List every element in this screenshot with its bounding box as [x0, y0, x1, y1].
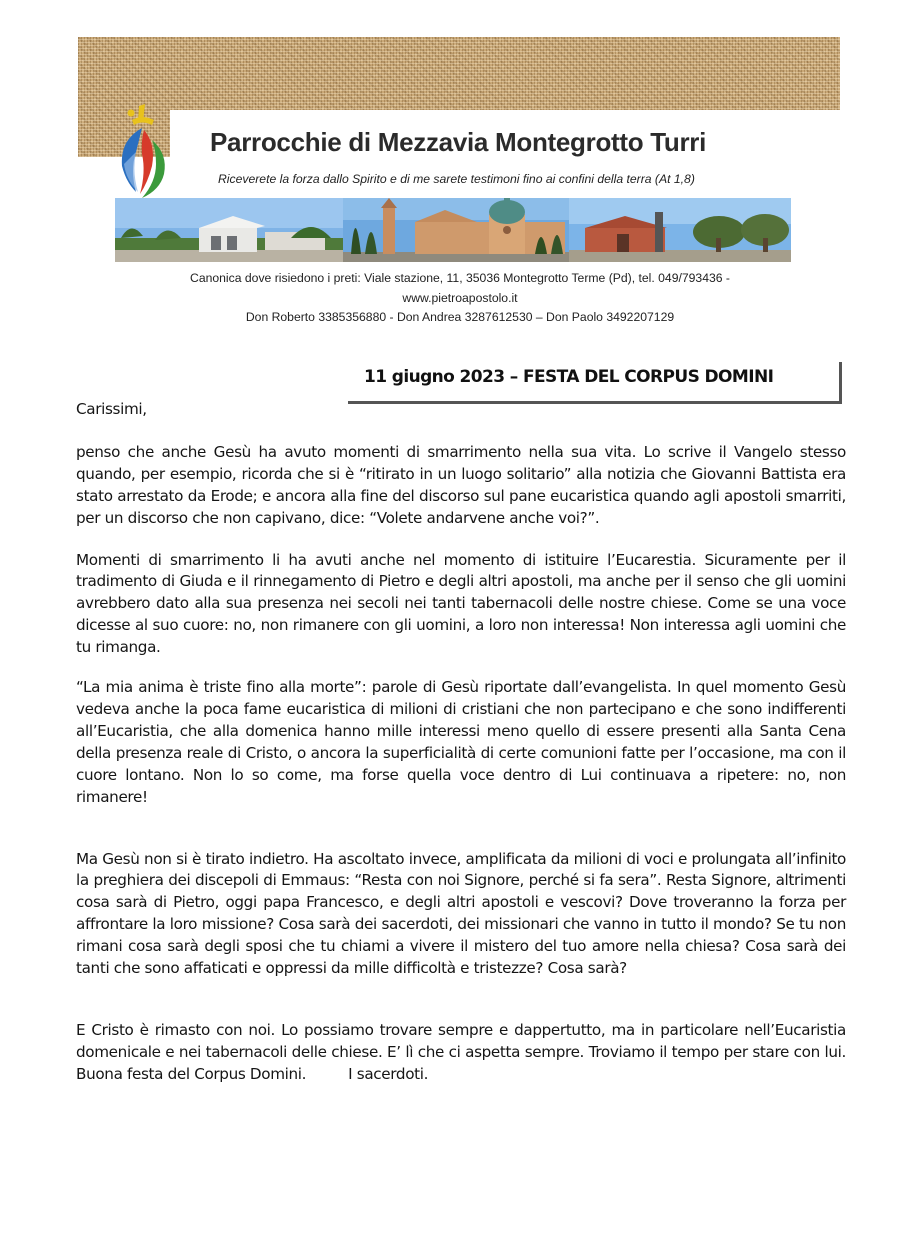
- church-photo-mezzavia: [115, 198, 343, 262]
- letter-paragraph: “La mia anima è triste fino alla morte”: parole di Gesù riportate dall’evangelista. In quel momento Gesù vedeva anche la poca fame eucaristica di milioni di cristiani che non partecipano e che sono indifferenti all’Eucaristia, che alla domenica hanno mille interessi meno quello di essere presenti alla Santa Cena della presenza reale di Cristo, o ancora la superficialità di certe comunioni fatte per l’occasione, ma con il cuore lontano. Non lo so come, ma forse quella voce dentro di Lui continuava a ripetere: no, non rimanere!: [76, 678, 846, 806]
- contact-website-line: www.pietroapostolo.it: [402, 290, 518, 305]
- letter-body: [76, 399, 846, 1086]
- parish-motto: Riceverete la forza dallo Spirito e di me sarete testimoni fino ai confini della terra (At 1,8): [218, 172, 695, 186]
- contact-address-line: Canonica dove risiedono i preti: Viale stazione, 11, 35036 Montegrotto Terme (Pd), tel. 049/793436 -: [190, 271, 730, 285]
- letter-closing-paragraph: [76, 1020, 846, 1086]
- letter-paragraph: Ma Gesù non si è tirato indietro. Ha ascoltato invece, amplificata da milioni di voci e prolungata all’infinito la preghiera dei discepoli di Emmaus: “Resta con noi Signore, perché si fa sera”. Resta Signore, altrimenti cosa sarà di Pietro, oggi papa Francesco, e degli altri apostoli e vescovi? Dove troveranno la forza per affrontare la loro missione? Cosa sarà dei sacerdoti, dei missionari che vanno in tutto il mondo? Se tu non rimani cosa sarà degli sposi che tu chiami a vivere il mistero del tuo amore nella chiesa? Cosa sarà dei tanti che sono affaticati e oppressi da mille difficoltà e tristezze? Cosa sarà?: [76, 849, 846, 978]
- church-photo-montegrotto: [343, 198, 569, 262]
- date-heading: 11 giugno 2023 – FESTA DEL CORPUS DOMINI: [364, 367, 774, 387]
- letter-paragraph: penso che anche Gesù ha avuto momenti di smarrimento nella sua vita. Lo scrive il Vangelo stesso quando, per esempio, ricorda che si è “ritirato in un luogo solitario” alla notizia che Giovanni Battista era stato arrestato da Erode; e ancora alla fine del discorso sul pane eucaristica quando agli apostoli smarriti, per un discorso che non capivano, dice: “Volete andarvene anche voi?”.: [76, 442, 846, 527]
- church-photo-turri: [569, 198, 791, 262]
- letter-greeting: Carissimi,: [76, 400, 147, 418]
- parish-flame-logo-icon: [112, 100, 172, 204]
- letter-signature: I sacerdoti.: [348, 1064, 429, 1083]
- parish-contacts: [120, 269, 800, 328]
- letter-closing-text: E Cristo è rimasto con noi. Lo possiamo trovare sempre e dappertutto, ma in particolare nell’Eucaristia domenicale e nei tabernacoli delle chiese. E’ lì che ci aspetta sempre. Troviamo il tempo per stare con lui. Buona festa del Corpus Domini.: [76, 1020, 846, 1083]
- churches-photo-strip: [115, 198, 791, 262]
- contact-priests-line: Don Roberto 3385356880 - Don Andrea 3287612530 – Don Paolo 3492207129: [245, 310, 675, 324]
- letter-paragraph: Momenti di smarrimento li ha avuti anche nel momento di istituire l’Eucarestia. Sicuramente per il tradimento di Giuda e il rinnegamento di Pietro e degli altri apostoli, ma anche per il senso che gli uomini avrebbero dato alla sua presenza nei secoli nei tanti tabernacoli delle nostre chiese. Come se una voce dicesse al suo cuore: no, non rimanere con gli uomini, a loro non interessa! Non interessa agli uomini che tu rimanga.: [76, 550, 846, 657]
- parish-title: Parrocchie di Mezzavia Montegrotto Turri: [210, 127, 707, 157]
